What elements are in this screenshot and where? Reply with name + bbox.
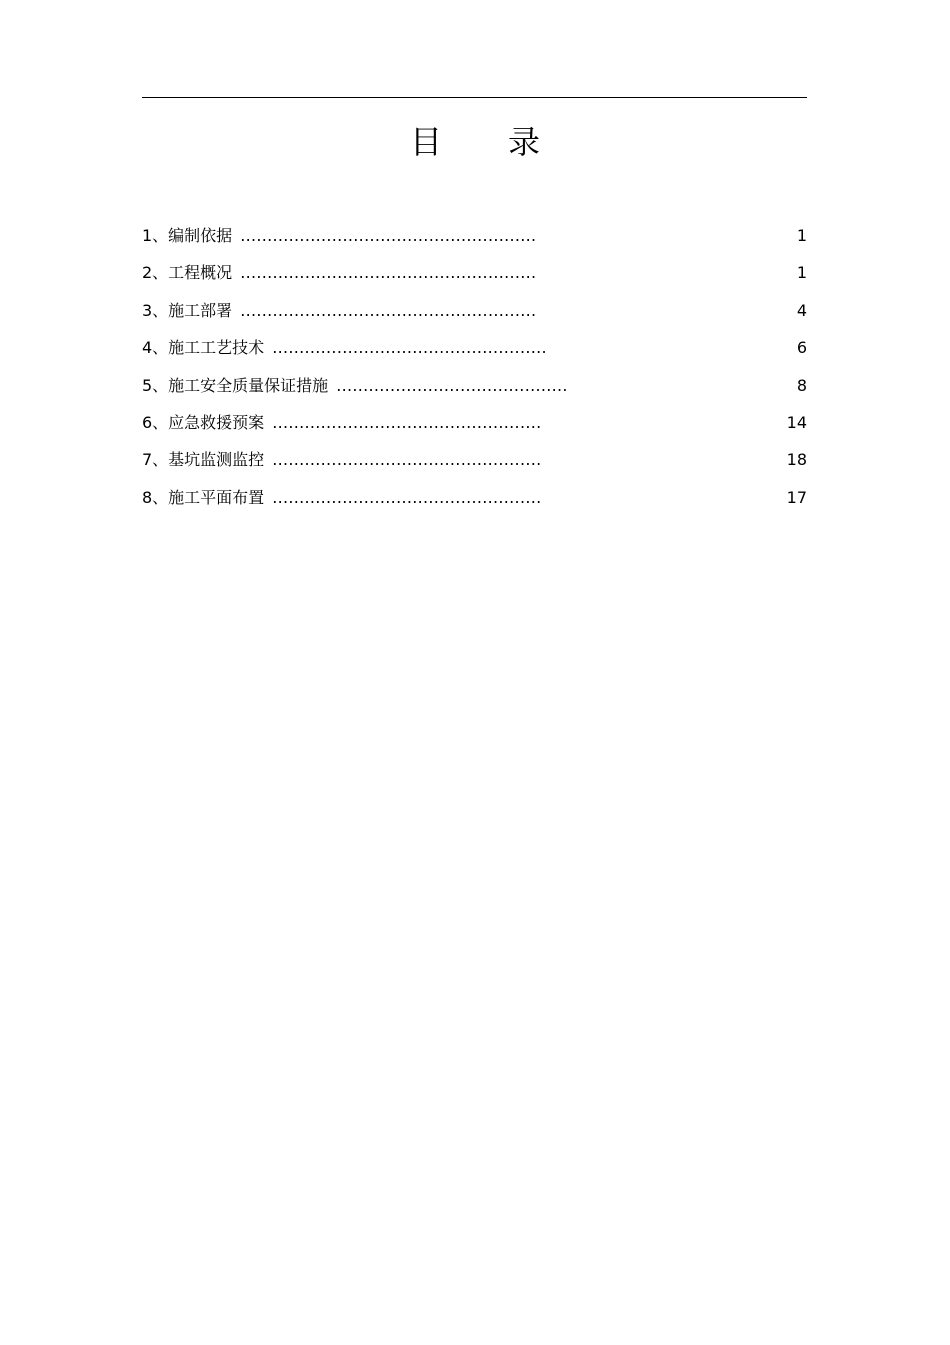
title-char: 目 — [409, 123, 442, 161]
toc-entry[interactable] — [142, 334, 807, 371]
page-title — [0, 120, 950, 164]
title-char: 录 — [508, 123, 541, 161]
toc-entry[interactable] — [142, 297, 807, 334]
header-rule — [142, 97, 807, 98]
toc-entry[interactable] — [142, 484, 807, 521]
toc-dot-leader: ....................................................... — [240, 226, 537, 245]
toc-entry[interactable] — [142, 259, 807, 296]
table-of-contents — [142, 222, 807, 521]
toc-page-number: 6 — [796, 338, 807, 358]
toc-entry[interactable] — [142, 409, 807, 446]
toc-entry[interactable] — [142, 446, 807, 483]
toc-dot-leader: .................................................. — [272, 450, 542, 470]
toc-entry-label: 5、施工安全质量保证措施 — [142, 375, 329, 395]
toc-entry-label: 7、基坑监测监控 — [142, 450, 265, 470]
toc-entry-label: 4、施工工艺技术 — [142, 338, 265, 358]
toc-page-number: 1 — [796, 263, 807, 283]
toc-dot-leader: .................................................. — [272, 412, 542, 432]
toc-page-number: 4 — [796, 300, 807, 320]
toc-dot-leader: ................................................... — [272, 338, 547, 358]
toc-entry-label: 3、施工部署 — [142, 300, 233, 320]
toc-dot-leader: ........................................... — [336, 375, 568, 395]
toc-dot-leader: ....................................................... — [240, 300, 537, 320]
toc-dot-leader: .................................................. — [272, 487, 542, 507]
toc-entry-label: 1、编制依据 — [142, 226, 233, 245]
toc-page-number: 14 — [786, 412, 807, 432]
toc-entry-label: 8、施工平面布置 — [142, 487, 265, 507]
toc-entry[interactable] — [142, 222, 807, 259]
toc-page-number: 18 — [786, 450, 807, 470]
toc-entry-label: 2、工程概况 — [142, 263, 233, 283]
toc-entry[interactable] — [142, 372, 807, 409]
toc-page-number: 8 — [796, 375, 807, 395]
toc-dot-leader: ....................................................... — [240, 263, 537, 283]
toc-page-number: 17 — [786, 487, 807, 507]
toc-entry-label: 6、应急救援预案 — [142, 412, 265, 432]
toc-page-number: 1 — [796, 226, 807, 245]
